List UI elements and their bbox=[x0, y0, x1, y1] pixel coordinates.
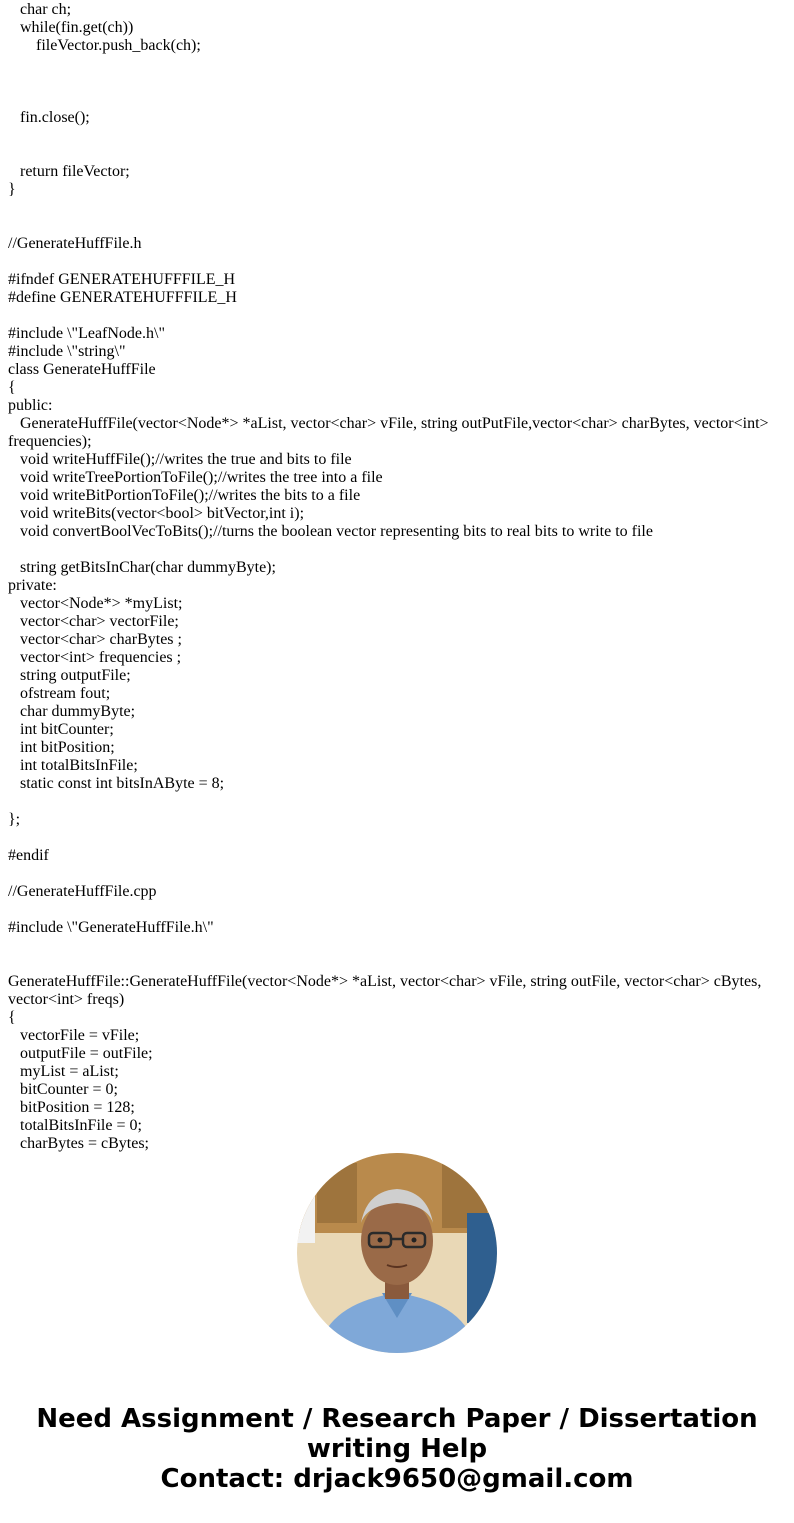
code-line: #define GENERATEHUFFFILE_H bbox=[8, 289, 237, 306]
code-line: char ch; bbox=[8, 1, 72, 18]
code-line: char dummyByte; bbox=[8, 703, 136, 720]
code-line: }; bbox=[8, 811, 21, 828]
banner-line-1: Need Assignment / Research Paper / Dissertation bbox=[36, 1404, 758, 1434]
code-line: #include \"LeafNode.h\" bbox=[8, 325, 166, 342]
code-line: bitPosition = 128; bbox=[8, 1099, 135, 1116]
code-line bbox=[8, 145, 788, 163]
code-line: //GenerateHuffFile.h bbox=[8, 235, 142, 252]
code-line bbox=[8, 253, 788, 271]
code-line: string getBitsInChar(char dummyByte); bbox=[8, 559, 276, 576]
author-photo bbox=[297, 1153, 497, 1353]
code-line bbox=[8, 199, 788, 217]
code-line: static const int bitsInAByte = 8; bbox=[8, 775, 225, 792]
code-line: fileVector.push_back(ch); bbox=[8, 37, 201, 54]
code-line bbox=[8, 217, 788, 235]
code-line: charBytes = cBytes; bbox=[8, 1135, 149, 1152]
code-line bbox=[8, 955, 788, 973]
code-line: void writeHuffFile();//writes the true and bits to file bbox=[8, 451, 352, 468]
code-line: int bitCounter; bbox=[8, 721, 114, 738]
code-line bbox=[8, 55, 788, 73]
code-line: void writeTreePortionToFile();//writes the tree into a file bbox=[8, 469, 383, 486]
code-line: //GenerateHuffFile.cpp bbox=[8, 883, 157, 900]
banner-contact: Contact: drjack9650@gmail.com bbox=[160, 1464, 634, 1494]
code-line: #ifndef GENERATEHUFFFILE_H bbox=[8, 271, 236, 288]
code-line: void writeBits(vector<bool> bitVector,int i); bbox=[8, 505, 305, 522]
code-line: vector<Node*> *myList; bbox=[8, 595, 183, 612]
code-line: bitCounter = 0; bbox=[8, 1081, 118, 1098]
code-line: outputFile = outFile; bbox=[8, 1045, 153, 1062]
code-line: while(fin.get(ch)) bbox=[8, 19, 134, 36]
code-line bbox=[8, 865, 788, 883]
code-line bbox=[8, 91, 788, 109]
code-line: vector<char> vectorFile; bbox=[8, 613, 179, 630]
code-line: GenerateHuffFile::GenerateHuffFile(vector<Node*> *aList, vector<char> vFile, string outFile, vector<char> cBytes, vector<int> freqs) bbox=[8, 973, 766, 1008]
code-line bbox=[8, 829, 788, 847]
promo-banner bbox=[0, 1404, 794, 1494]
code-line: int totalBitsInFile; bbox=[8, 757, 138, 774]
code-line: #include \"GenerateHuffFile.h\" bbox=[8, 919, 214, 936]
code-line: GenerateHuffFile(vector<Node*> *aList, vector<char> vFile, string outPutFile,vector<char> charBytes, vector<int> frequencies); bbox=[8, 415, 773, 450]
code-line bbox=[8, 541, 788, 559]
code-line: } bbox=[8, 181, 16, 198]
code-line: #endif bbox=[8, 847, 49, 864]
code-line: fin.close(); bbox=[8, 109, 90, 126]
code-line: totalBitsInFile = 0; bbox=[8, 1117, 142, 1134]
code-line: string outputFile; bbox=[8, 667, 131, 684]
code-line bbox=[8, 901, 788, 919]
code-line: { bbox=[8, 379, 16, 396]
code-line bbox=[8, 307, 788, 325]
code-line: vector<char> charBytes ; bbox=[8, 631, 182, 648]
code-line: return fileVector; bbox=[8, 163, 130, 180]
code-line: myList = aList; bbox=[8, 1063, 119, 1080]
code-line: { bbox=[8, 1009, 16, 1026]
code-line: #include \"string\" bbox=[8, 343, 126, 360]
code-line: void writeBitPortionToFile();//writes the bits to a file bbox=[8, 487, 361, 504]
code-line: class GenerateHuffFile bbox=[8, 361, 156, 378]
code-line: int bitPosition; bbox=[8, 739, 115, 756]
code-line bbox=[8, 937, 788, 955]
code-listing bbox=[8, 1, 788, 1152]
code-line: vectorFile = vFile; bbox=[8, 1027, 140, 1044]
code-line: public: bbox=[8, 397, 53, 414]
banner-line-2: writing Help bbox=[306, 1434, 488, 1464]
code-line: void convertBoolVecToBits();//turns the boolean vector representing bits to real bits to write to file bbox=[8, 523, 653, 540]
code-line: private: bbox=[8, 577, 57, 594]
code-line: vector<int> frequencies ; bbox=[8, 649, 182, 666]
code-line bbox=[8, 793, 788, 811]
code-line: ofstream fout; bbox=[8, 685, 111, 702]
code-line bbox=[8, 73, 788, 91]
code-line bbox=[8, 127, 788, 145]
person-portrait-icon bbox=[297, 1153, 497, 1353]
